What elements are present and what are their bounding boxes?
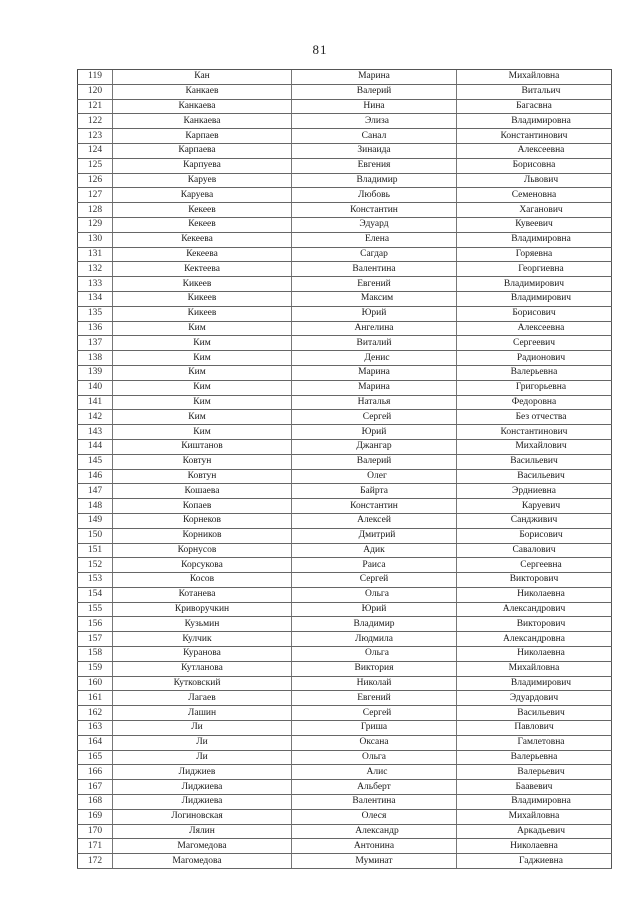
patronymic-cell: Васильевич <box>457 469 612 484</box>
row-number-cell: 131 <box>78 247 113 262</box>
table-row <box>78 306 612 321</box>
table-row <box>78 277 612 292</box>
row-number-cell: 153 <box>78 573 113 588</box>
table-row <box>78 173 612 188</box>
first-name-cell: Денис <box>292 351 457 366</box>
patronymic-cell: Григорьевна <box>457 380 612 395</box>
first-name-cell: Муминат <box>292 854 457 869</box>
table-row <box>78 84 612 99</box>
row-number-cell: 127 <box>78 188 113 203</box>
first-name-cell: Евгения <box>292 158 457 173</box>
table-row <box>78 99 612 114</box>
table-row <box>78 543 612 558</box>
row-number-cell: 142 <box>78 410 113 425</box>
first-name-cell: Нина <box>292 99 457 114</box>
first-name-cell: Елена <box>292 232 457 247</box>
first-name-cell: Евгений <box>292 277 457 292</box>
last-name-cell: Магомедова <box>113 854 292 869</box>
first-name-cell: Любовь <box>292 188 457 203</box>
first-name-cell: Марина <box>292 365 457 380</box>
first-name-cell: Людмила <box>292 632 457 647</box>
last-name-cell: Кулчик <box>113 632 292 647</box>
table-row <box>78 143 612 158</box>
last-name-cell: Копаев <box>113 499 292 514</box>
row-number-cell: 126 <box>78 173 113 188</box>
last-name-cell: Лялин <box>113 824 292 839</box>
last-name-cell: Ким <box>113 380 292 395</box>
patronymic-cell: Гаджиевна <box>457 854 612 869</box>
patronymic-cell: Михайловна <box>457 661 612 676</box>
patronymic-cell: Александровна <box>457 632 612 647</box>
table-row <box>78 291 612 306</box>
table-row <box>78 454 612 469</box>
row-number-cell: 150 <box>78 528 113 543</box>
last-name-cell: Куранова <box>113 647 292 662</box>
first-name-cell: Ольга <box>292 750 457 765</box>
last-name-cell: Ковтун <box>113 469 292 484</box>
patronymic-cell: Викторович <box>457 617 612 632</box>
last-name-cell: Лагаев <box>113 691 292 706</box>
patronymic-cell: Михайловна <box>457 809 612 824</box>
table-row <box>78 203 612 218</box>
patronymic-cell: Семеновна <box>457 188 612 203</box>
last-name-cell: Косов <box>113 573 292 588</box>
first-name-cell: Сергей <box>292 410 457 425</box>
last-name-cell: Ким <box>113 321 292 336</box>
first-name-cell: Наталья <box>292 395 457 410</box>
patronymic-cell: Васильевич <box>457 706 612 721</box>
first-name-cell: Сергей <box>292 573 457 588</box>
first-name-cell: Санал <box>292 129 457 144</box>
patronymic-cell: Владимирович <box>457 676 612 691</box>
table-row <box>78 188 612 203</box>
table-row <box>78 70 612 85</box>
last-name-cell: Каруева <box>113 188 292 203</box>
last-name-cell: Кикеев <box>113 277 292 292</box>
patronymic-cell: Алексеевна <box>457 321 612 336</box>
table-row <box>78 321 612 336</box>
last-name-cell: Канкаев <box>113 84 292 99</box>
last-name-cell: Кектеева <box>113 262 292 277</box>
table-row <box>78 780 612 795</box>
patronymic-cell: Алексеевна <box>457 143 612 158</box>
table-row <box>78 661 612 676</box>
patronymic-cell: Львович <box>457 173 612 188</box>
row-number-cell: 143 <box>78 425 113 440</box>
row-number-cell: 163 <box>78 721 113 736</box>
row-number-cell: 139 <box>78 365 113 380</box>
row-number-cell: 138 <box>78 351 113 366</box>
patronymic-cell: Эдуардович <box>457 691 612 706</box>
patronymic-cell: Владимировна <box>457 232 612 247</box>
first-name-cell: Антонина <box>292 839 457 854</box>
last-name-cell: Кекеев <box>113 203 292 218</box>
patronymic-cell: Васильевич <box>457 454 612 469</box>
patronymic-cell: Борисович <box>457 306 612 321</box>
first-name-cell: Виктория <box>292 661 457 676</box>
row-number-cell: 155 <box>78 602 113 617</box>
row-number-cell: 170 <box>78 824 113 839</box>
row-number-cell: 169 <box>78 809 113 824</box>
table-row <box>78 484 612 499</box>
row-number-cell: 124 <box>78 143 113 158</box>
table-row <box>78 129 612 144</box>
table-row <box>78 721 612 736</box>
table-row <box>78 439 612 454</box>
table-row <box>78 706 612 721</box>
table-row <box>78 602 612 617</box>
first-name-cell: Марина <box>292 70 457 85</box>
patronymic-cell: Каруевич <box>457 499 612 514</box>
patronymic-cell: Без отчества <box>457 410 612 425</box>
table-row <box>78 469 612 484</box>
row-number-cell: 125 <box>78 158 113 173</box>
patronymic-cell: Николаевна <box>457 647 612 662</box>
row-number-cell: 133 <box>78 277 113 292</box>
last-name-cell: Кутланова <box>113 661 292 676</box>
patronymic-cell: Валерьевна <box>457 750 612 765</box>
last-name-cell: Кан <box>113 70 292 85</box>
patronymic-cell: Сергеевна <box>457 558 612 573</box>
row-number-cell: 157 <box>78 632 113 647</box>
table-row <box>78 691 612 706</box>
table-row <box>78 425 612 440</box>
last-name-cell: Лашин <box>113 706 292 721</box>
registry-table-container <box>77 69 607 869</box>
last-name-cell: Ли <box>113 721 292 736</box>
row-number-cell: 146 <box>78 469 113 484</box>
last-name-cell: Канкаева <box>113 114 292 129</box>
first-name-cell: Эдуард <box>292 217 457 232</box>
last-name-cell: Ли <box>113 735 292 750</box>
first-name-cell: Юрий <box>292 306 457 321</box>
last-name-cell: Корников <box>113 528 292 543</box>
table-row <box>78 795 612 810</box>
row-number-cell: 156 <box>78 617 113 632</box>
first-name-cell: Валентина <box>292 795 457 810</box>
first-name-cell: Раиса <box>292 558 457 573</box>
first-name-cell: Сергей <box>292 706 457 721</box>
row-number-cell: 144 <box>78 439 113 454</box>
patronymic-cell: Сандживич <box>457 513 612 528</box>
table-row <box>78 839 612 854</box>
patronymic-cell: Владимирович <box>457 291 612 306</box>
table-row <box>78 765 612 780</box>
patronymic-cell: Гамлетовна <box>457 735 612 750</box>
last-name-cell: Ким <box>113 395 292 410</box>
last-name-cell: Лиджиева <box>113 780 292 795</box>
row-number-cell: 137 <box>78 336 113 351</box>
first-name-cell: Валентина <box>292 262 457 277</box>
last-name-cell: Корсукова <box>113 558 292 573</box>
row-number-cell: 145 <box>78 454 113 469</box>
first-name-cell: Элиза <box>292 114 457 129</box>
patronymic-cell: Горяевна <box>457 247 612 262</box>
last-name-cell: Каруев <box>113 173 292 188</box>
patronymic-cell: Константинович <box>457 425 612 440</box>
patronymic-cell: Викторович <box>457 573 612 588</box>
table-row <box>78 617 612 632</box>
first-name-cell: Юрий <box>292 602 457 617</box>
first-name-cell: Виталий <box>292 336 457 351</box>
first-name-cell: Альберт <box>292 780 457 795</box>
table-row <box>78 232 612 247</box>
patronymic-cell: Аркадьевич <box>457 824 612 839</box>
row-number-cell: 158 <box>78 647 113 662</box>
last-name-cell: Карпаев <box>113 129 292 144</box>
last-name-cell: Корнусов <box>113 543 292 558</box>
patronymic-cell: Георгиевна <box>457 262 612 277</box>
table-row <box>78 395 612 410</box>
patronymic-cell: Владимировна <box>457 114 612 129</box>
table-row <box>78 854 612 869</box>
table-row <box>78 632 612 647</box>
first-name-cell: Владимир <box>292 617 457 632</box>
row-number-cell: 166 <box>78 765 113 780</box>
last-name-cell: Киштанов <box>113 439 292 454</box>
last-name-cell: Кекеева <box>113 232 292 247</box>
last-name-cell: Кикеев <box>113 291 292 306</box>
first-name-cell: Марина <box>292 380 457 395</box>
first-name-cell: Дмитрий <box>292 528 457 543</box>
last-name-cell: Кошаева <box>113 484 292 499</box>
table-row <box>78 410 612 425</box>
first-name-cell: Николай <box>292 676 457 691</box>
patronymic-cell: Сергеевич <box>457 336 612 351</box>
first-name-cell: Джангар <box>292 439 457 454</box>
first-name-cell: Владимир <box>292 173 457 188</box>
first-name-cell: Алис <box>292 765 457 780</box>
patronymic-cell: Эрдниевна <box>457 484 612 499</box>
patronymic-cell: Федоровна <box>457 395 612 410</box>
row-number-cell: 120 <box>78 84 113 99</box>
patronymic-cell: Баавевич <box>457 780 612 795</box>
first-name-cell: Ольга <box>292 647 457 662</box>
table-row <box>78 262 612 277</box>
last-name-cell: Корнеков <box>113 513 292 528</box>
patronymic-cell: Савалович <box>457 543 612 558</box>
last-name-cell: Канкаева <box>113 99 292 114</box>
first-name-cell: Оксана <box>292 735 457 750</box>
first-name-cell: Константин <box>292 203 457 218</box>
row-number-cell: 123 <box>78 129 113 144</box>
patronymic-cell: Михайлович <box>457 439 612 454</box>
first-name-cell: Максим <box>292 291 457 306</box>
first-name-cell: Ольга <box>292 587 457 602</box>
last-name-cell: Ковтун <box>113 454 292 469</box>
table-row <box>78 735 612 750</box>
row-number-cell: 132 <box>78 262 113 277</box>
table-row <box>78 380 612 395</box>
first-name-cell: Евгений <box>292 691 457 706</box>
row-number-cell: 148 <box>78 499 113 514</box>
patronymic-cell: Николаевна <box>457 587 612 602</box>
first-name-cell: Байрта <box>292 484 457 499</box>
row-number-cell: 130 <box>78 232 113 247</box>
first-name-cell: Гриша <box>292 721 457 736</box>
row-number-cell: 154 <box>78 587 113 602</box>
row-number-cell: 168 <box>78 795 113 810</box>
registry-table <box>77 69 612 869</box>
row-number-cell: 140 <box>78 380 113 395</box>
last-name-cell: Карпаева <box>113 143 292 158</box>
table-row <box>78 573 612 588</box>
row-number-cell: 171 <box>78 839 113 854</box>
table-row <box>78 824 612 839</box>
patronymic-cell: Валерьевич <box>457 765 612 780</box>
last-name-cell: Кекеев <box>113 217 292 232</box>
patronymic-cell: Павлович <box>457 721 612 736</box>
patronymic-cell: Николаевна <box>457 839 612 854</box>
last-name-cell: Ким <box>113 365 292 380</box>
first-name-cell: Олеся <box>292 809 457 824</box>
last-name-cell: Магомедова <box>113 839 292 854</box>
first-name-cell: Ангелина <box>292 321 457 336</box>
row-number-cell: 136 <box>78 321 113 336</box>
last-name-cell: Криворучкин <box>113 602 292 617</box>
row-number-cell: 129 <box>78 217 113 232</box>
last-name-cell: Лиджиев <box>113 765 292 780</box>
last-name-cell: Котанева <box>113 587 292 602</box>
patronymic-cell: Владимировна <box>457 795 612 810</box>
table-row <box>78 647 612 662</box>
row-number-cell: 161 <box>78 691 113 706</box>
row-number-cell: 162 <box>78 706 113 721</box>
table-row <box>78 114 612 129</box>
table-row <box>78 587 612 602</box>
table-row <box>78 365 612 380</box>
table-row <box>78 558 612 573</box>
row-number-cell: 141 <box>78 395 113 410</box>
last-name-cell: Логиновская <box>113 809 292 824</box>
last-name-cell: Карпуева <box>113 158 292 173</box>
patronymic-cell: Валерьевна <box>457 365 612 380</box>
patronymic-cell: Багасвна <box>457 99 612 114</box>
patronymic-cell: Витальич <box>457 84 612 99</box>
table-row <box>78 809 612 824</box>
patronymic-cell: Кувеевич <box>457 217 612 232</box>
row-number-cell: 152 <box>78 558 113 573</box>
row-number-cell: 149 <box>78 513 113 528</box>
first-name-cell: Валерий <box>292 454 457 469</box>
table-row <box>78 513 612 528</box>
registry-table-body <box>78 70 612 869</box>
table-row <box>78 217 612 232</box>
first-name-cell: Валерий <box>292 84 457 99</box>
row-number-cell: 134 <box>78 291 113 306</box>
table-row <box>78 499 612 514</box>
last-name-cell: Ли <box>113 750 292 765</box>
last-name-cell: Ким <box>113 425 292 440</box>
row-number-cell: 147 <box>78 484 113 499</box>
last-name-cell: Ким <box>113 410 292 425</box>
patronymic-cell: Радионович <box>457 351 612 366</box>
table-row <box>78 158 612 173</box>
last-name-cell: Кикеев <box>113 306 292 321</box>
patronymic-cell: Александрович <box>457 602 612 617</box>
page-number: 81 <box>312 42 328 57</box>
row-number-cell: 159 <box>78 661 113 676</box>
first-name-cell: Юрий <box>292 425 457 440</box>
last-name-cell: Кутковский <box>113 676 292 691</box>
last-name-cell: Ким <box>113 336 292 351</box>
row-number-cell: 119 <box>78 70 113 85</box>
table-row <box>78 676 612 691</box>
first-name-cell: Александр <box>292 824 457 839</box>
patronymic-cell: Константинович <box>457 129 612 144</box>
first-name-cell: Алексей <box>292 513 457 528</box>
last-name-cell: Кузьмин <box>113 617 292 632</box>
row-number-cell: 164 <box>78 735 113 750</box>
row-number-cell: 167 <box>78 780 113 795</box>
row-number-cell: 172 <box>78 854 113 869</box>
patronymic-cell: Владимирович <box>457 277 612 292</box>
table-row <box>78 528 612 543</box>
row-number-cell: 122 <box>78 114 113 129</box>
last-name-cell: Ким <box>113 351 292 366</box>
row-number-cell: 160 <box>78 676 113 691</box>
row-number-cell: 121 <box>78 99 113 114</box>
row-number-cell: 135 <box>78 306 113 321</box>
row-number-cell: 128 <box>78 203 113 218</box>
row-number-cell: 165 <box>78 750 113 765</box>
first-name-cell: Константин <box>292 499 457 514</box>
row-number-cell: 151 <box>78 543 113 558</box>
table-row <box>78 351 612 366</box>
table-row <box>78 336 612 351</box>
table-row <box>78 750 612 765</box>
patronymic-cell: Борисович <box>457 528 612 543</box>
first-name-cell: Адик <box>292 543 457 558</box>
patronymic-cell: Михайловна <box>457 70 612 85</box>
first-name-cell: Олег <box>292 469 457 484</box>
patronymic-cell: Борисовна <box>457 158 612 173</box>
first-name-cell: Сагдар <box>292 247 457 262</box>
last-name-cell: Кекеева <box>113 247 292 262</box>
last-name-cell: Лиджиева <box>113 795 292 810</box>
first-name-cell: Зинаида <box>292 143 457 158</box>
patronymic-cell: Хаганович <box>457 203 612 218</box>
table-row <box>78 247 612 262</box>
